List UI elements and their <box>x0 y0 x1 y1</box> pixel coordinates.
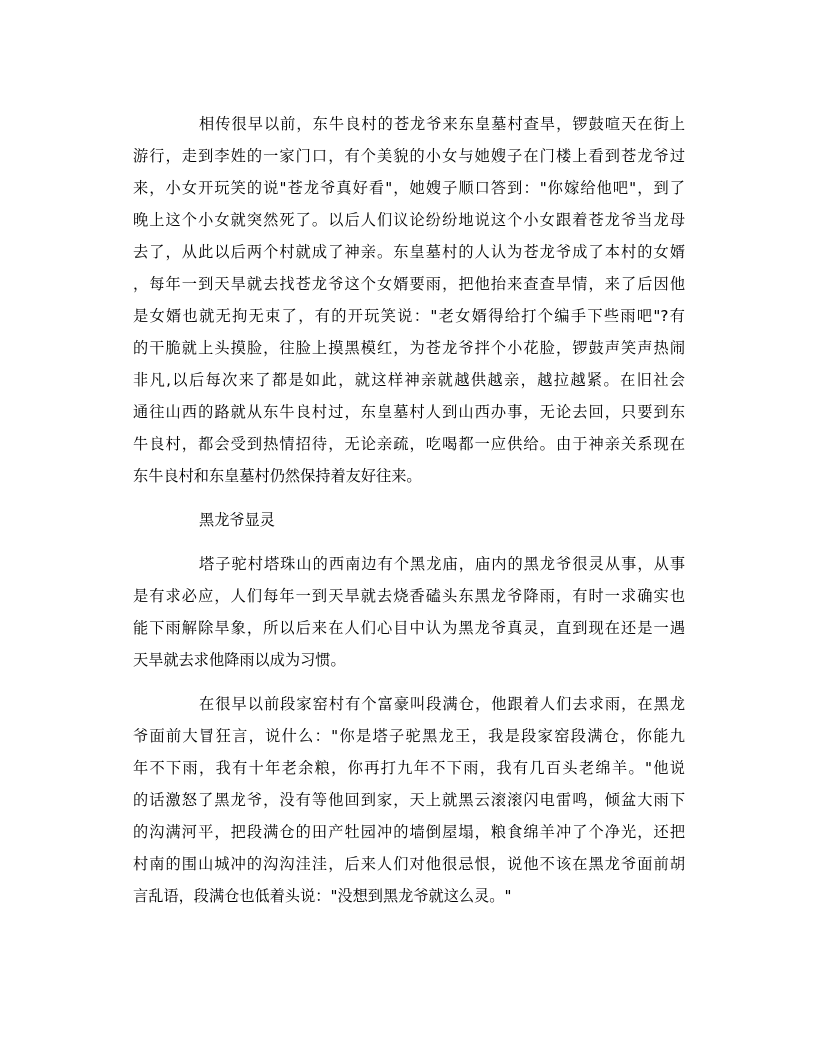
text-line: 游行，走到李姓的一家门口，有个美貌的小女与她嫂子在门楼上看到苍龙爷过 <box>133 147 685 165</box>
text-line: 晚上这个小女就突然死了。以后人们议论纷纷地说这个小女跟着苍龙爷当龙母 <box>133 211 685 229</box>
text-line: ，每年一到天旱就去找苍龙爷这个女婿要雨，把他抬来查查旱情，来了后因他 <box>133 275 685 293</box>
text-line: 相传很早以前，东牛良村的苍龙爷来东皇墓村查旱，锣鼓喧天在街上 <box>199 115 685 133</box>
paragraph-1 <box>133 108 685 492</box>
text-line: 东牛良村和东皇墓村仍然保持着友好往来。 <box>133 467 422 485</box>
text-line: 通往山西的路就从东牛良村过，东皇墓村人到山西办事，无论去回，只要到东 <box>133 403 685 421</box>
paragraph-2 <box>133 548 685 676</box>
text-line: 牛良村，都会受到热情招待，无论亲疏，吃喝都一应供给。由于神亲关系现在 <box>133 435 685 453</box>
text-line: 非凡,以后每次来了都是如此，就这样神亲就越供越亲，越拉越紧。在旧社会 <box>133 371 685 389</box>
text-line: 天旱就去求他降雨以成为习惯。 <box>133 651 346 669</box>
text-line: 去了，从此以后两个村就成了神亲。东皇墓村的人认为苍龙爷成了本村的女婿 <box>133 243 685 261</box>
text-line: 塔子驼村塔珠山的西南边有个黑龙庙，庙内的黑龙爷很灵从事，从事 <box>199 555 685 573</box>
text-line: 来，小女开玩笑的说"苍龙爷真好看"，她嫂子顺口答到："你嫁给他吧"，到了 <box>133 179 685 197</box>
document-page <box>133 108 685 912</box>
text-line: 的话激怒了黑龙爷，没有等他回到家，天上就黑云滚滚闪电雷鸣，倾盆大雨下 <box>133 791 685 809</box>
paragraph-gap <box>133 492 685 504</box>
text-line: 能下雨解除旱象，所以后来在人们心目中认为黑龙爷真灵，直到现在还是一遇 <box>133 619 685 637</box>
section-heading: 黑龙爷显灵 <box>199 511 275 529</box>
text-line: 是有求必应，人们每年一到天旱就去烧香磕头东黑龙爷降雨，有时一求确实也 <box>133 587 685 605</box>
text-line: 在很早以前段家窑村有个富豪叫段满仓，他跟着人们去求雨，在黑龙 <box>199 695 685 713</box>
text-line: 村南的围山城冲的沟沟洼洼，后来人们对他很忌恨，说他不该在黑龙爷面前胡 <box>133 855 685 873</box>
text-line: 的干脆就上头摸脸，往脸上摸黑模红，为苍龙爷拌个小花脸，锣鼓声笑声热闹 <box>133 339 685 357</box>
text-line: 言乱语，段满仓也低着头说："没想到黑龙爷就这么灵。" <box>133 887 512 905</box>
text-line: 年不下雨，我有十年老余粮，你再打九年不下雨，我有几百头老绵羊。"他说 <box>133 759 685 777</box>
text-line: 是女婿也就无拘无束了，有的开玩笑说："老女婿得给打个编手下些雨吧"?有 <box>133 307 685 325</box>
paragraph-gap <box>133 536 685 548</box>
paragraph-3 <box>133 688 685 912</box>
paragraph-gap <box>133 676 685 688</box>
text-line: 的沟满河平，把段满仓的田产牡园冲的墙倒屋塌，粮食绵羊冲了个净光，还把 <box>133 823 685 841</box>
text-line: 爷面前大冒狂言，说什么："你是塔子驼黑龙王，我是段家窑段满仓，你能九 <box>133 727 685 745</box>
